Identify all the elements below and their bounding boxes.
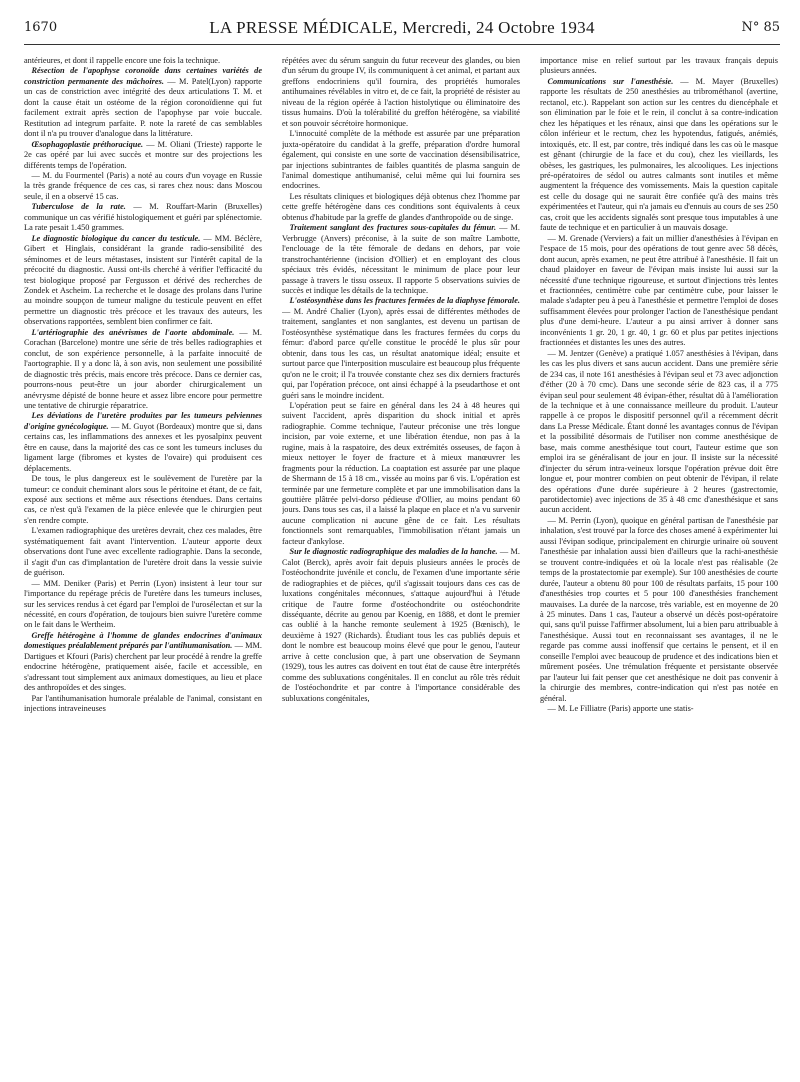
text-run: l'antihumanisation — [45, 693, 107, 703]
author-name: du Fourmentel — [54, 170, 104, 180]
paragraph — [24, 234, 262, 328]
paragraph — [540, 516, 778, 704]
author-name: — M. Patel — [163, 76, 209, 86]
section-heading: L'ostéosynthèse dans les fractures fermées de la diaphyse fémorale. — [289, 296, 520, 306]
text-run: (Paris) et — [90, 578, 130, 588]
section-heading: Communications sur l'anesthésie. — [547, 76, 674, 86]
paragraph — [24, 140, 262, 171]
text-run: L'examen radiographique des uretères devrait, chez ces malades, être systématiquement fait avant l'intervention. L'auteur apporte deux observations dont l'une avec excellente radiographie. Dans la seconde, il s'agit d'un cas d'implantation de l'uretère droit dans la vessie suivie de guérison. — [24, 526, 262, 578]
text-run: en l'espace de 15 mois, pour des opérations de tout genre avec 58 décès, dont aucun, après examen, ne peut être attribué à l'anesthésie. Il fait un chaud plaidoyer en faveur de l'évipan mais insiste lui aussi sur la nécessité d'une technique rigoureuse, et surtout d'injections très lentes et fractionnées, centimètre cube par centimètre cube, pour laisser le malade s'adapter peu à peu à l'anesthésie et permettre l'emploi de doses suffisamment élevées pour prolonger l'action de l'anesthésique pendant plus d'une demi-heure. L'auteur a pu ainsi arriver à donner sans inconvénients 1 gr. 20, 1 gr. 40, 1 gr. 60 et plus par petites injections fractionnées et distantes les unes des autres. — [540, 233, 778, 348]
text-run: — MM. — [31, 578, 64, 588]
paragraph — [24, 694, 262, 715]
text-run: l'évipan sodique — [559, 536, 614, 546]
paragraph — [24, 66, 262, 139]
text-run: — M. — [547, 515, 571, 525]
section-heading: L'artériographie des anévrismes de l'aorte abdominale. — [31, 327, 235, 337]
author-name: — MM. Dartigues — [24, 641, 262, 661]
text-run: Les résultats cliniques et biologiques déjà obtenus chez l'homme par cette greffe hétérogène dans ces conditions sont équivalents à ceux obtenus d'habitude par la greffe de glandes d'anthropoïde ou de singe. — [282, 191, 520, 222]
text-run: ad integrum — [64, 118, 106, 128]
page-header — [24, 18, 780, 44]
text-run: gouttière plâtrée pelvi-dorso pédieuse d'Ollier — [282, 495, 441, 505]
paragraph — [540, 56, 778, 77]
paragraph — [282, 401, 520, 547]
text-run: importance mise en relief surtout par les travaux français depuis plusieurs années. — [540, 56, 778, 76]
section-heading: Le diagnostic biologique du cancer du testicule. — [31, 233, 201, 243]
author-name: — MM. Béclère, Gibert — [24, 233, 262, 254]
paragraph — [282, 192, 520, 223]
text-run: (Paris) a noté au cours d'un voyage en Russie la très grande fréquence de ces cas, si rares chez nous: dans Moscou seule, il en a observé 15 cas. — [24, 170, 262, 201]
column-right — [540, 56, 778, 1072]
paragraph — [540, 234, 778, 349]
paragraph — [540, 704, 778, 714]
section-heading: Les déviations de l'uretère produites par les tumeurs pelviennes d'origine gynécologique. — [24, 411, 262, 431]
author-name: Perrin — [129, 578, 150, 588]
text-run: , au moins pendant 60 jours. Dans tous ses cas, il a laissé la plaque en place et n'a vu survenir aucune complication ni aucune gêne de ce fait. Les résultats fonctionnels sont remarquables, l'immobilisation n'étant jamais un facteur d'ankylose. — [282, 495, 520, 546]
author-name: — M. Calot — [282, 547, 520, 567]
page-number: 1670 — [24, 20, 58, 35]
text-run: Par — [31, 693, 46, 703]
text-run: (Lyon), quoique en général partisan de l'anesthésie par inhalation, s'est trouvé par la force des choses amené à expérimenter lui aussi — [540, 515, 778, 546]
header-rule — [24, 44, 780, 45]
section-heading: Sur le diagnostic radiographique des maladies de la hanche. — [289, 547, 498, 557]
author-name: — M. Oliani — [143, 139, 191, 149]
paragraph — [24, 631, 262, 694]
text-run: . Étant donné les avantages connus de l'évipan et la possibilité désormais de l'utiliser non comme anesthésique de base, mais comme anesthésique tout court, l'auteur estime que son emploi ira se généralisant de jour en jour. Il insiste sur la nécessité d'injecter du sérum intra-veineux lorsque l'opération prévue doit être longue et, pour montrer combien on peut obtenir de l'évipan, il relate des opérations d'une durée supérieure à 2 heures (gastrectomie, parotidectomie) avec injections de 35 à 48 cmc d'anesthésique et sans aucun accident. — [540, 421, 778, 515]
text-run: l'interposition musculaire est beaucoup plus fréquente qu'on ne le croit — [282, 359, 520, 379]
text-run: , principalement en chirurgie urinaire où souvent l'anesthésie par inhalation aussi bien d'ailleurs que la rachi-anesthésie se trouvent contre-indiquées et où la locale n'est pas réalisable (2e temps de la prostatectomie par exemple). Sur 100 anesthésies de courte durée, l'auteur a obtenu 80 pour 100 de résultats parfaits, 15 pour 100 d'anesthésies trop courtes et 5 pour 100 d'anesthésies franchement mauvaises. La durée de la narcose, très variable, est en moyenne de 20 à 25 minutes. Dans 1 cas, l'auteur a observé un décès post-opératoire qui, sans qu'il puisse l'affirmer absolument, lui a bien paru attribuable à l'anesthésique. Aussi tout en reconnaissant ses avantages, il ne le regarde pas comme aussi inoffensif que certains le pensent, et il en conseille l'emploi avec beaucoup de prudence et des indications bien et mûrement posées. Une trémulation fréquente et persistante observée par l'auteur lui fait penser que cet anesthésique ne doit pas convenir à la chirurgie des membres, contre-indication qui n'est pas notée en général. — [540, 536, 778, 703]
text-run: , considérant la grande radio-sensibilité des séminomes et de leurs métastases, insistent sur l'intérêt capital de la précocité du diagnostic. Aussi ont-ils cherché à vérifier l'efficacité du test biologique proposé par Fergusson et dérivé des recherches de Zondek et Ascheim. La recherche et le dosage des prolans dans l'urine au moindre soupçon de tumeur maligne du testicule peuvent en effet permettre un diagnostic très précoce et les travaux des auteurs, les observations rapportées, semblent bien confirmer ce fait. — [24, 244, 262, 327]
paragraph — [540, 349, 778, 516]
text-run: antérieures, et dont il rappelle encore une fois la technique. — [24, 56, 221, 65]
text-run: ; il l'a trouvée constante chez ses dix derniers fracturés qui, par l'opération précoce, ont ainsi échappé à la pseudarthose et ont guéri sans le moindre incident. — [282, 369, 520, 400]
text-run: (Bruxelles) communique un cas vérifié histologiquement et guéri par splénectomie. La rate pesait 1.450 grammes. — [24, 202, 262, 233]
paragraph — [282, 56, 520, 129]
text-run: (Bordeaux) montre que si, dans certains cas, les inflammations des annexes et les pyosalpinx peuvent être en cause, dans la majorité des cas ce sont les — [24, 421, 262, 452]
text-run: tumeurs incluses du ligament large — [24, 442, 262, 463]
paragraph — [24, 328, 262, 412]
text-run: (Lyon), après essai de différentes méthodes de traitement, sanglantes et non sanglantes, est devenu un partisan de — [282, 306, 520, 327]
paragraph — [282, 129, 520, 192]
text-run: — M. — [31, 170, 55, 180]
author-name: Deniker — [63, 578, 91, 588]
text-run: in vitro — [364, 87, 389, 97]
text-run: (Paris) cherchent par leur procédé à rendre la greffe endocrine hétérogène, pratiquement aisée, facile et accessible, en s'adressant tout simplement aux animaux domestiques, au lieu et place des anthropoïdes et des singes. — [24, 651, 262, 693]
section-heading: Résection de l'apophyse coronoïde dans certaines variétés de constriction permanente des mâchoires. — [24, 66, 262, 86]
text-run: anesthésies au tribrométhanol — [641, 87, 744, 97]
text-run: humorale préalable de l'animal, consistant en injections intraveineuses — [24, 693, 262, 714]
paragraph — [282, 296, 520, 401]
text-run: (Barcelone) montre une série de très belles radiographies et conclut, de son expérience personnelle, à la parfaite innocuité de l'aortographie. Il y a donc là, à son avis, non seulement une possibilité de diagnostic très précis, mais encore très précoce. Dans ce dernier cas, pourrons-nous peut-être un jour aborder chirurgicalement un anévrysme dépisté de bonne heure et assez libre encore pour permettre une tentative de chirurgie réparatrice. — [24, 338, 262, 410]
author-name: — M. Guyot — [108, 421, 155, 431]
text-run: (avertine, rectanol, etc.). Rappelant son action sur les centres du diencéphale et son élimination par le foie et le rein, il conclut à sa contre-indication chez les hépatiques et les rénaux, ainsi que dans les opérations sur le côlon inférieur et le rectum, chez les hypotendus, fatigués, anémiés, intoxiqués, etc. Il est, par contre, très indiqué dans les cas où le masque est gênant (chirurgie de la face et du cou), chez les vieillards, les obèses, les gastriques, les pulmonaires, les alcooliques. Les injections pré-opératoires de sédol ou autres calmants sont inutiles et même augmentent la fréquence des vomissements. Mais la question capitale est celle du dosage qui ne saurait être confiée qu'à des mains très expérimentées et l'auteur, qui n'a jamais eu d'ennuis au cours de ses 250 cas, croit que les accidents signalés sont presque tous imputables à une faute de technique et en particulier à un mauvais dosage. — [540, 87, 778, 233]
author-name: Perrin — [570, 515, 591, 525]
text-run: (Genève) a pratiqué 1.057 anesthésies à l'évipan, dans les cas les plus divers et sans aucun accident. Dans une première série de 234 cas, il note 161 anesthésies à l'évipan seul et 73 avec adjonction d'éther (20 à 70 cmc). Dans une seconde série de 823 cas, il a 775 évipan seul pour seulement 48 évipan-éther, résultat dû à l'amélioration de la technique et à une connaissance meilleure du produit. L'auteur rappelle à ce propos le dispositif personnel qu'il a récemment décrit dans — [540, 348, 778, 431]
issue-number: N° 85 — [741, 20, 780, 35]
text-run: (Lyon) insistent à leur tour sur l'importance du repérage précis de l'uretère dans les tumeurs incluses, sur les services rendus à cet égard par l'emploi de l'urosélectan et sur la nécessité, en cours d'opération, de toujours bien suivre l'uretère comme on le fait dans le Wertheim. — [24, 578, 262, 630]
author-name: Hinglais — [65, 244, 94, 254]
paragraph — [24, 202, 262, 233]
text-run: ; ensuite et surtout parce que — [282, 348, 520, 369]
text-run: (Berck), après avoir fait depuis plusieurs années le procès de l'ostéochondrite juvénile et conclu, de l'examen d'une importante série de radiographies et de pièces, qu'il s'agissait toujours dans ces cas de luxations congénitales méconnues, s'attaque aujourd'hui à l'étude critique de l'autre forme d'ostéochondrite ou ostéochondrite disséquante, décrite au genou par Koenig, en 1888, et dont le premier cas oublié à la hanche remonte seulement à 1925 (Bœnisch), le deuxième à 1927 (Richards). Étudiant tous les cas publiés depuis et dont le nombre est beaucoup moins élevé que pour le genou, l'auteur arrive à cette conclusion que, à part une observation de Seymann (1929), tous les autres cas doivent en tout état de cause être interprétés comme des subluxations congénitales. Il en conclut au rôle très réduit de l'ostéochondrite et par contre à l'importance considérable des subluxations congénitales, — [282, 557, 520, 703]
paragraph — [24, 411, 262, 474]
author-name: — M. Verbrugge — [282, 223, 520, 243]
text-run: (Bruxelles) rapporte les résultats de 250 — [540, 76, 778, 97]
text-run: millier d'anesthésies à l'évipan — [666, 233, 768, 243]
text-run: résultat anatomique idéal — [391, 348, 480, 358]
author-name: Jentzer — [570, 348, 594, 358]
text-run: (Trieste) rapporte le 2e cas opéré par lui avec succès et montre sur des projections les différents temps de l'opération. — [24, 139, 262, 170]
text-run: (Anvers) préconise, à la suite de son maître Lambotte, l'enclouage de la tête fémorale de dedans en dehors, par voie transtrochantérienne (incision d'Ollier) et en employant des clous spéciaux très évidés, nécessitant le minimum de place pour leur passage à travers le tissu osseux. Il rapporte 5 observations suivies de succès et indique les détails de la technique. — [282, 233, 520, 295]
text-run: (fibromes et kystes de l'ovaire) qui produisent ces déplacements. — [24, 453, 262, 473]
text-run: dans les fractures fermées du corps du fémur: d'abord parce qu'elle constitue le procédé le plus sûr pour obtenir, dans tous les cas, un — [282, 327, 520, 358]
text-run: parfaite. P. note la rareté de cas semblables dont il n'a pu trouver d'analogue dans la littérature. — [24, 118, 262, 139]
column-middle — [282, 56, 520, 1072]
author-name: Le Filliatre — [569, 704, 607, 714]
text-run: L'opération peut se faire en général dans les 24 à 48 heures qui suivent l'accident, après disparition du shock initial et après radiographie. Comme technique, l'auteur préconise une très longue incision, par voie externe, et une libération étendue, non pas à la rugine, mais à la raspatoire, des deux extrémités osseuses, de façon à mieux nettoyer le foyer de fracture et à mieux manœuvrer les fragments pour la réduction. La coaptation est assurée par une plaque de Shermann de 15 à 18 cm., vissée au moins par 6 vis. L'opération est terminée par une fermeture complète et par une immobilisation dans la — [282, 400, 520, 494]
paragraph — [24, 526, 262, 578]
text-run: — M. — [547, 704, 570, 714]
text-run: La Presse Médicale — [557, 421, 623, 431]
author-name: Kfouri — [66, 651, 89, 661]
author-name: — M. Corachan — [24, 327, 262, 348]
text-run: et — [56, 651, 67, 661]
author-name: Grenade — [569, 233, 599, 243]
paragraph — [540, 77, 778, 234]
text-run: De tous, le plus dangereux est le soulèvement de l'uretère par la tumeur: ce conduit cheminant alors sous le péritoine et étant, de ce fait, exposé aux sections et même aux résections étendues. Dans certains cas, ce n'est qu'à l'examen de la pièce enlevée que le chirurgien peut s'en rendre compte. — [24, 474, 262, 525]
paragraph — [24, 56, 262, 66]
paragraph — [24, 579, 262, 631]
journal-title: LA PRESSE MÉDICALE, Mercredi, 24 Octobre 1934 — [209, 18, 595, 37]
section-heading: Greffe hétérogène à l'homme de glandes endocrines d'animaux domestiques préalablement préparés par l'antihumanisation. — [24, 630, 262, 651]
section-heading: Traitement sanglant des fractures sous-capitales du fémur. — [289, 223, 497, 233]
text-run: et, de ce fait, la propriété de résister au niveau de la région opérée à l'action histolytique ou éliminatoire des tissus humains. D'où la tolérabilité du greffon hétérogène, sa viabilité et son pouvoir sécrétoire hormonique. — [282, 87, 520, 128]
text-run: — M. — [547, 233, 570, 243]
author-name: — M. André Chalier — [282, 306, 355, 316]
text-run: L'innocuité complète de la méthode est assurée par une préparation juxta-opératoire du candidat à la greffe, préparation d'ordre humoral également, qui consiste en une sorte de vaccination désensibilisatrice, par injections subintrantes de faibles quantités de plasma sanguin de l'animal domestique antihumanisé, celui même qui lui fournira ses endocrines. — [282, 129, 520, 191]
text-run: et — [45, 244, 66, 254]
text-run: (Verviers) a fait un — [598, 233, 667, 243]
column-left — [24, 56, 262, 1072]
text-run: (Paris) apporte une statis- — [606, 704, 694, 714]
paragraph — [24, 171, 262, 202]
section-heading: Œsophagoplastie préthoracique. — [31, 139, 144, 149]
paragraph — [282, 547, 520, 704]
paragraph — [282, 223, 520, 296]
text-run: l'ostéosynthèse systématique — [282, 327, 380, 337]
section-heading: Tuberculose de la rate. — [31, 202, 126, 212]
author-name: — M. Rouffart-Marin — [125, 202, 218, 212]
author-name: — M. Mayer — [673, 76, 734, 86]
text-run: (Lyon) rapporte un cas de constriction avec intégrité des deux articulations T. M. et dont la cause était un ostéome de la région coronoïdienne qui fut facilement extrait après section de l'apophyse par voie buccale. Restitution — [24, 76, 262, 128]
text-run: — M. — [547, 348, 571, 358]
paragraph — [24, 474, 262, 526]
text-run: répétées avec du sérum sanguin du futur receveur des glandes, ou bien d'un sérum du groupe IV, ils communiquent à cet animal, et partant aux greffons endocriniens qu'il fournira, des propriétés humorales antihumaines révélables — [282, 56, 520, 97]
